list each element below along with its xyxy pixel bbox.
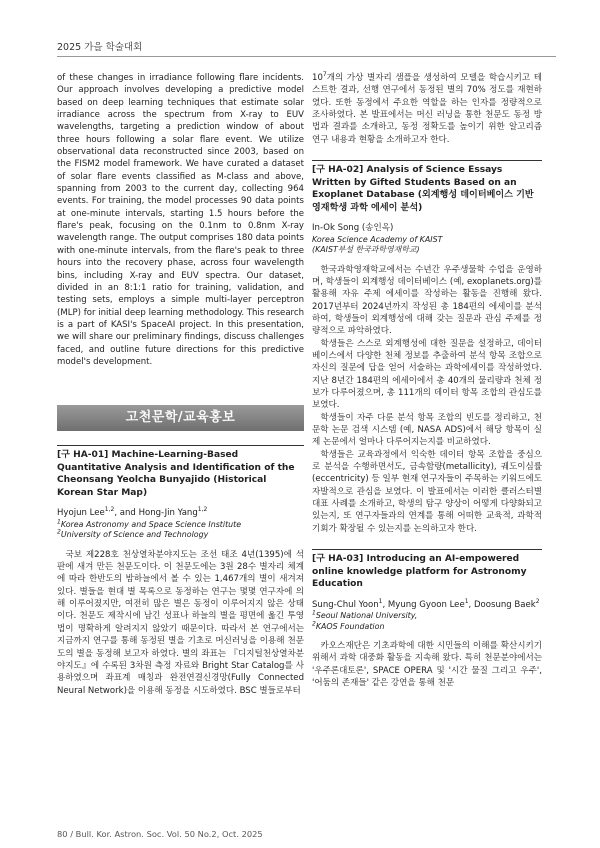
left-column: [57, 72, 304, 697]
author-name: Hong-Jin Yang: [138, 508, 198, 519]
author-name: Hyojun Lee: [57, 508, 105, 519]
author-separator: ,: [468, 599, 474, 610]
author-line: [312, 597, 542, 612]
abstract-paragraph: 카오스재단은 기초과학에 대한 시민들의 이해를 확산시키기 위해서 과학 대중화 활동을 지속해 왔다. 특히 천문분야에서는 '우주론대토론', SPACE OPERA 및 '시간 물질 그리고 우주', '어둠의 존재들' 같은 강연을 통해 천문: [312, 641, 542, 689]
affiliation: (KAIST부설 한국과학영재학교): [312, 245, 420, 255]
section-banner: [57, 405, 304, 431]
author-name: Doosung Baek: [473, 599, 536, 610]
abstract-paragraph: 한국과학영재학교에서는 수년간 우주생물학 수업을 운영하며, 학생들이 외계행성 데이터베이스 (예, exoplanets.org)를 활용해 자유 주제 에세이를 작성하는 활동을 진행해 왔다. 2017년부터 2024년까지 작성된 총 184편의 에세이를 분석하여, 학생들이 외계행성에 대해 갖는 질문과 관심 주제를 정량적으로 파악하였다.: [312, 264, 542, 337]
author-name: Myung Gyoon Lee: [387, 599, 465, 610]
abstract-paragraph: 학생들은 교육과정에서 익숙한 데이터 항목 조합을 중심으로 분석을 수행하면서도, 금속함량(metallicity), 궤도이심률(eccentricity) 등 일부 현재 연구자들이 주목하는 키워드에도 자발적으로 관심을 보였다. 이 발표에서는 이러한 클러스터별 대표 사례를 소개하고, 학생의 탐구 양상이 어떻게 다양화되고 있는지, 또 연구자들과의 연계를 통해 어떠한 교육적, 과학적 기회가 확장될 수 있는지를 논의하고자 한다.: [312, 449, 542, 534]
affiliation-block: [312, 611, 542, 632]
intro-paragraph: of these changes in irradiance following flare incidents. Our approach involves developing a predictive model based on deep learning techniques that estimate solar irradiance across the spectrum from X-ray to EUV wavelengths, targeting a prediction window of about three hours following a solar flare event. We utilize observational data reconstructed since 2003, based on the FISM2 model framework. We have curated a dataset of solar flare events classified as M-class and above, spanning from 2003 to the current day, collecting 964 events. For training, the model processes 90 data points at one-minute intervals, starting 1.5 hours before the flare's peak, focusing on the 0.1nm to 0.8nm X-ray wavelength range. The output comprises 180 data points with one-minute intervals, from the flare's peak to three hours into the recovery phase, across four wavelength bins, including X-ray and EUV spectra. Our dataset, divided in an 8:1:1 ratio for training, validation, and testing sets, employs a simple multi-layer perceptron (MLP) for initial deep learning methodology. This research is a part of KASI's SpaceAI project. In this presentation, we will share our preliminary findings, discuss challenges faced, and outline future directions for this predictive model's development.: [57, 73, 304, 367]
abstract-title-ha01: [57, 445, 304, 499]
right-column: [312, 72, 542, 690]
continued-number: 10: [312, 73, 323, 83]
author-separator: , and: [114, 508, 139, 519]
author-name: Sung-Chul Yoon: [312, 599, 379, 610]
header-rule: [57, 56, 556, 57]
exponent: 7: [322, 71, 327, 79]
affil-text: University of Science and Technology: [60, 530, 209, 540]
abstract-code: [구 HA-01]: [57, 450, 109, 461]
abstract-body: 국보 제228호 천상열차분야지도는 조선 태조 4년(1395)에 석판에 새겨 만든 천문도이다. 이 천문도에는 3원 28수 별자리 체계에 따라 한반도의 밤하늘에서 볼 수 있는 1,467개의 별이 새겨져 있다. 별들을 현대 별 목록으로 동정하는 연구는 몇몇 연구자에 의해 이루어졌지만, 여전히 많은 별은 동정이 이루어지지 않은 상태이다. 천문도 제작시에 남긴 성표나 하늘의 별을 평면에 옮긴 투영법이 명확하게 알려지지 않았기 때문이다. 따라서 본 연구에서는 지금까지 연구를 통해 동정된 별을 기초로 머신러닝을 이용해 천문도의 별을 동정해 보고자 하였다. 별의 좌표는 『디지털천상열차분야지도』에 수록된 3차원 측정 자료와 Bright Star Catalog를 사용하였으며 좌표계 매칭과 완전연결신경망(Fully Connected Neural Network)을 이용해 동정을 시도하였다. BSC 별들로부터: [57, 549, 304, 696]
affiliation-block: [57, 520, 304, 541]
affil-text: KAOS Foundation: [315, 621, 385, 631]
author-affil-sup: 1: [464, 597, 469, 605]
affil-text: Korea Astronomy and Space Science Institute: [60, 519, 242, 529]
affiliation: [312, 622, 542, 633]
affil-number: 1: [57, 518, 61, 526]
abstract-title-text: Introducing an AI-empowered online knowledge platform for Astronomy Education: [312, 554, 527, 590]
running-header: 2025 가을 학술대회: [57, 42, 143, 53]
affiliation: [57, 520, 304, 531]
abstract-code: [구 HA-02]: [312, 165, 364, 176]
continued-text: 개의 가상 별자리 샘플을 생성하여 모델을 학습시키고 테스트한 결과, 선행 연구에서 동정된 별의 70% 정도를 재현하였다. 또한 동정에서 주요한 역할을 하는 인자를 정량적으로 조사하였다. 본 발표에서는 머신 러닝을 통한 천문도 동정 방법과 결과를 소개하고, 동정 정확도를 높이기 위한 알고리즘 연구 내용과 현황을 소개하고자 한다.: [312, 73, 542, 145]
author-affil-sup: 1,2: [197, 506, 208, 514]
affil-text: Seoul National University,: [315, 611, 418, 621]
abstract-paragraph: 학생들이 자주 다룬 분석 항목 조합의 빈도를 정리하고, 천문학 논문 검색 시스템 (예, NASA ADS)에서 해당 항목이 실제 논문에서 얼마나 다루어지는지를 비교하였다.: [312, 412, 542, 448]
affiliation: [57, 530, 304, 541]
abstract-code: [구 HA-03]: [312, 554, 364, 565]
affiliation-block: [312, 235, 542, 256]
author-separator: ,: [382, 599, 388, 610]
affil-number: 1: [312, 609, 316, 617]
author-line: [57, 508, 304, 520]
affil-number: 2: [57, 528, 61, 536]
abstract-paragraph: 학생들은 스스로 외계행성에 대한 질문을 설정하고, 데이터베이스에서 다양한 천체 정보를 추출하여 분석 항목 조합으로 자신의 질문에 답을 얻어 서술하는 과학에세이를 작성하였다. 지난 8년간 184편의 에세이에서 총 40개의 물리량과 천체 정보가 다루어졌으며, 총 111개의 데이터 항목 조합의 관심도를 보였다.: [312, 338, 542, 411]
affil-number: 2: [312, 620, 316, 627]
abstract-title-text: Machine-Learning-Based Quantitative Analysis and Identification of the Cheonsang Yeolcha Bunyajido (Historical Korean Star Map): [57, 450, 295, 498]
affiliation: Korea Science Academy of KAIST: [312, 234, 443, 244]
abstract-title-ha03: [312, 549, 542, 591]
abstract-title-ha02: [312, 160, 542, 214]
author-affil-sup: 1: [378, 597, 383, 605]
author-affil-sup: 2: [535, 597, 540, 605]
continued-paragraph: [312, 72, 542, 146]
affiliation: [312, 611, 542, 622]
author-line: In-Ok Song (송인옥): [312, 223, 394, 234]
section-title: 고천문학/교육홍보: [125, 410, 236, 426]
author-affil-sup: 1,2: [104, 506, 115, 514]
abstract-title-text: Analysis of Science Essays Written by Gifted Students Based on an Exoplanet Database (외계행성 데이터베이스 기반 영재학생 과학 에세이 분석): [312, 165, 534, 213]
page-footer: 80 / Bull. Kor. Astron. Soc. Vol. 50 No.2, Oct. 2025: [57, 829, 263, 839]
